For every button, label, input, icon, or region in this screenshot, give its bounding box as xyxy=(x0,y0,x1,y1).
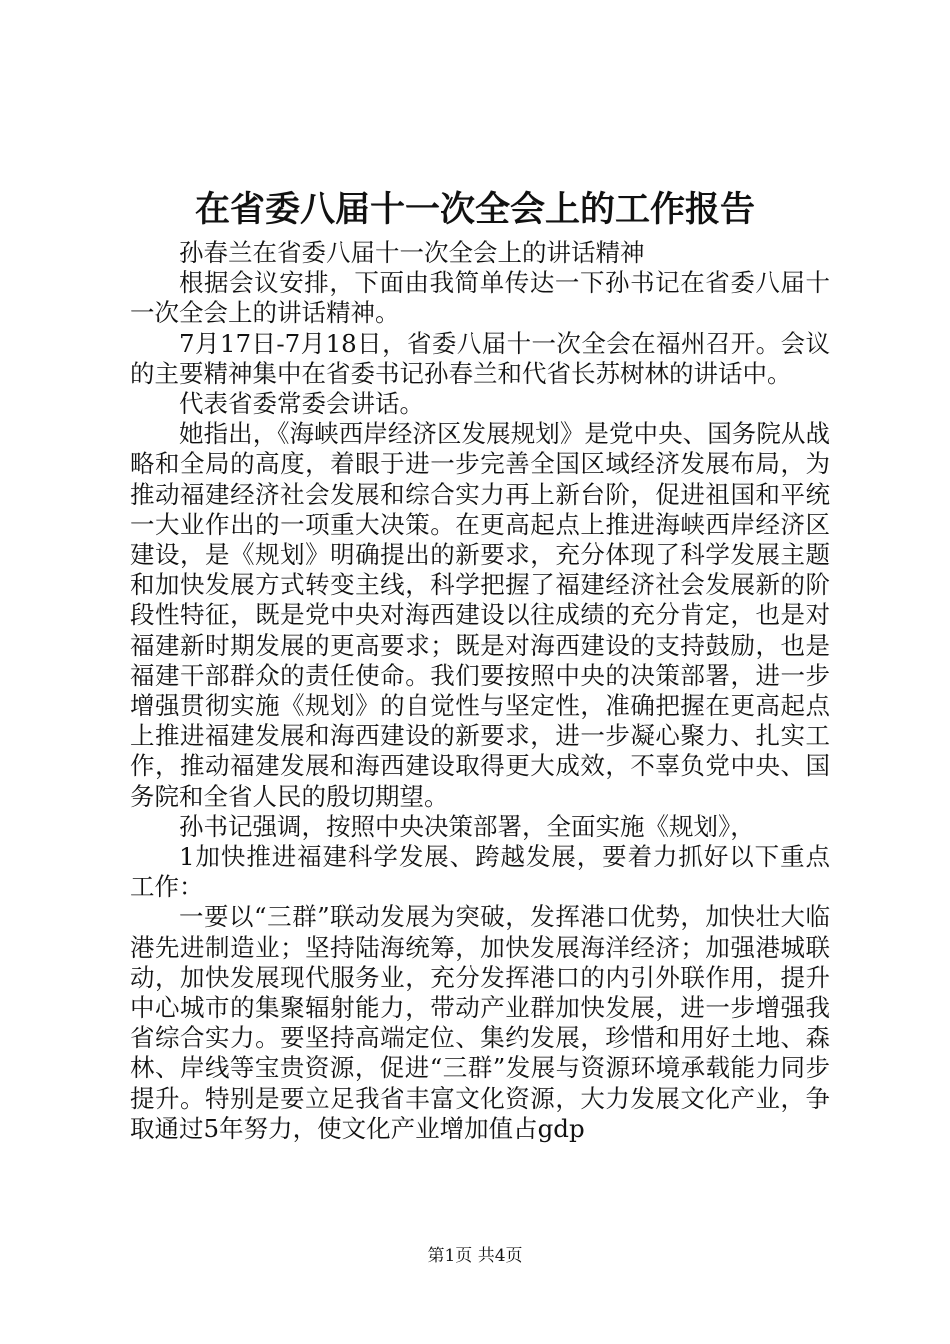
paragraph-plan-significance: 她指出，《海峡西岸经济区发展规划》是党中央、国务院从战略和全局的高度，着眼于进一步完善全国区域经济发展布局，为推动福建经济社会发展和综合实力再上新台阶，促进祖国和平统一大业作出的一项重大决策。在更高起点上推进海峡西岸经济区建设，是《规划》明确提出的新要求，充分体现了科学发展主题和加快发展方式转变主线，科学把握了福建经济社会发展新的阶段性特征，既是党中央对海西建设以往成绩的充分肯定，也是对福建新时期发展的更高要求；既是对海西建设的支持鼓励，也是福建干部群众的责任使命。我们要按照中央的决策部署，进一步增强贯彻实施《规划》的自觉性与坚定性，准确把握在更高起点上推进福建发展和海西建设的新要求，进一步凝心聚力、扎实工作，推动福建发展和海西建设取得更大成效，不辜负党中央、国务院和全省人民的殷切期望。 xyxy=(130,419,830,811)
paragraph-intro: 根据会议安排，下面由我简单传达一下孙书记在省委八届十一次全会上的讲话精神。 xyxy=(130,268,830,328)
paragraph-speech-label: 代表省委常委会讲话。 xyxy=(179,389,424,419)
paragraph-key-tasks: 1加快推进福建科学发展、跨越发展，要着力抓好以下重点工作： xyxy=(130,842,830,902)
paragraph-task-one: 一要以“三群”联动发展为突破，发挥港口优势，加快壮大临港先进制造业；坚持陆海统筹，加快发展海洋经济；加强港城联动，加快发展现代服务业，充分发挥港口的内引外联作用，提升中心城市的集聚辐射能力，带动产业群加快发展，进一步增强我省综合实力。要坚持高端定位、集约发展，珍惜和用好土地、森林、岸线等宝贵资源，促进“三群”发展与资源环境承载能力同步提升。特别是要立足我省丰富文化资源，大力发展文化产业，争取通过5年努力，使文化产业增加值占gdp xyxy=(130,902,830,1143)
page-footer: 第1页 共4页 xyxy=(427,1246,523,1266)
paragraph-subtitle: 孙春兰在省委八届十一次全会上的讲话精神 xyxy=(179,238,645,267)
document-title: 在省委八届十一次全会上的工作报告 xyxy=(194,189,755,230)
paragraph-meeting-date: 7月17日-7月18日，省委八届十一次全会在福州召开。会议的主要精神集中在省委书记孙春兰和代省长苏树林的讲话中。 xyxy=(130,328,830,388)
paragraph-emphasis: 孙书记强调，按照中央决策部署，全面实施《规划》， xyxy=(179,811,755,841)
document-body xyxy=(130,238,830,1144)
